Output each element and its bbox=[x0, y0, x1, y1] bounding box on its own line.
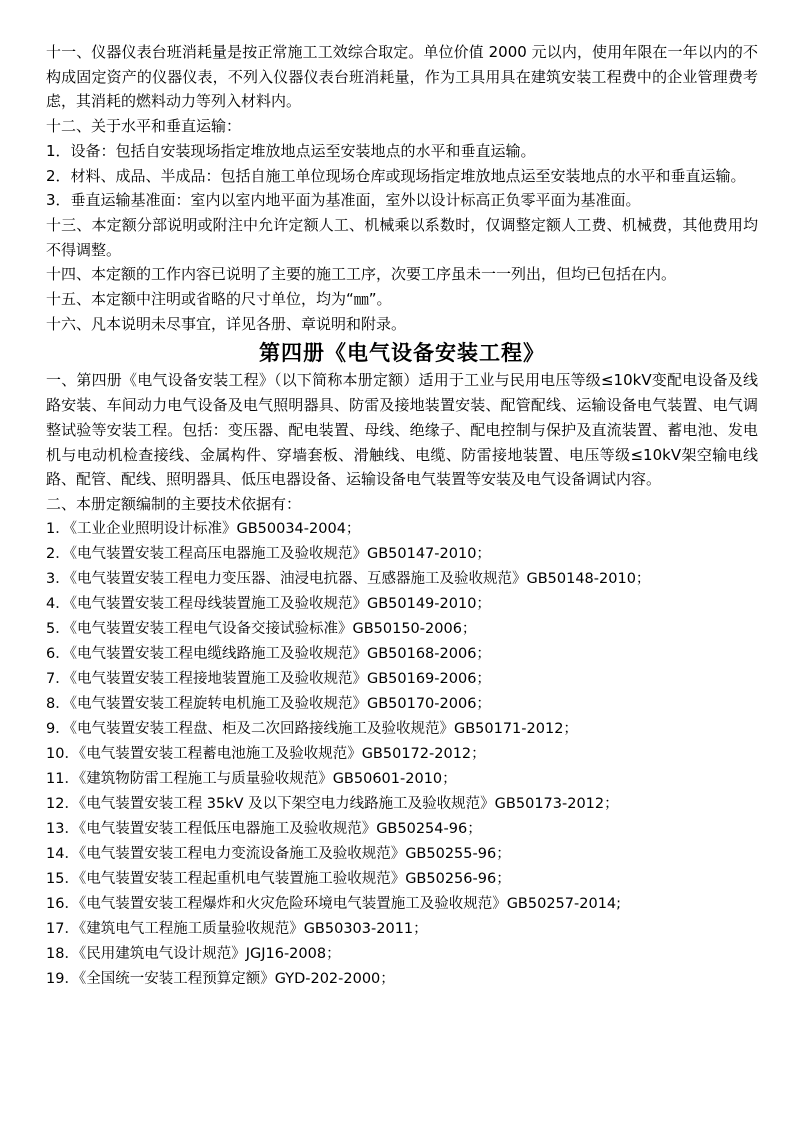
section-paragraph-1: 一、第四册《电气设备安装工程》（以下简称本册定额）适用于工业与民用电压等级≤10kV变配电设备及线路安装、车间动力电气设备及电气照明器具、防雷及接地装置安装、配管配线、运输设备电气装置、电气调整试验等安装工程。包括：变压器、配电装置、母线、绝缘子、配电控制与保护及直流装置、蓄电池、发电机与电动机检查接线、金属构件、穿墙套板、滑触线、电缆、防雷接地装置、电压等级≤10kV架空输电线路、配管、配线、照明器具、低压电器设备、运输设备电气装置等安装及电气设备调试内容。 bbox=[46, 371, 758, 489]
reference-item: 14．《电气装置安装工程电力变流设备施工及验收规范》GB50255-96； bbox=[46, 845, 511, 862]
reference-item: 3．《电气装置安装工程电力变压器、油浸电抗器、互感器施工及验收规范》GB50148-2010； bbox=[46, 570, 651, 587]
reference-item: 13．《电气装置安装工程低压电器施工及验收规范》GB50254-96； bbox=[46, 820, 482, 837]
reference-item: 6．《电气装置安装工程电缆线路施工及验收规范》GB50168-2006； bbox=[46, 645, 491, 662]
paragraph-12-item-2: 2．材料、成品、半成品：包括自施工单位现场仓库或现场指定堆放地点运至安装地点的水平和垂直运输。 bbox=[46, 166, 746, 185]
document-page bbox=[46, 40, 758, 992]
reference-item: 11．《建筑物防雷工程施工与质量验收规范》GB50601-2010； bbox=[46, 770, 457, 787]
paragraph-11: 十一、仪器仪表台班消耗量是按正常施工工效综合取定。单位价值 2000 元以内，使用年限在一年以内的不构成固定资产的仪器仪表，不列入仪器仪表台班消耗量，作为工具用具在建筑安装工程费中的企业管理费考虑，其消耗的燃料动力等列入材料内。 bbox=[46, 43, 758, 111]
reference-item: 2．《电气装置安装工程高压电器施工及验收规范》GB50147-2010； bbox=[46, 545, 491, 562]
reference-item: 4．《电气装置安装工程母线装置施工及验收规范》GB50149-2010； bbox=[46, 595, 491, 612]
paragraph-12-item-3: 3．垂直运输基准面：室内以室内地平面为基准面，室外以设计标高正负零平面为基准面。 bbox=[46, 191, 641, 210]
paragraph-15: 十五、本定额中注明或省略的尺寸单位，均为“㎜”。 bbox=[46, 290, 392, 309]
section-title: 第四册《电气设备安装工程》 bbox=[259, 340, 545, 366]
reference-item: 5．《电气装置安装工程电气设备交接试验标准》GB50150-2006； bbox=[46, 620, 477, 637]
reference-item: 17．《建筑电气工程施工质量验收规范》GB50303-2011； bbox=[46, 920, 428, 937]
reference-item: 16．《电气装置安装工程爆炸和火灾危险环境电气装置施工及验收规范》GB50257-2014; bbox=[46, 895, 622, 912]
reference-item: 10．《电气装置安装工程蓄电池施工及验收规范》GB50172-2012； bbox=[46, 745, 486, 762]
reference-list bbox=[46, 517, 758, 992]
paragraph-13: 十三、本定额分部说明或附注中允许定额人工、机械乘以系数时，仅调整定额人工费、机械费，其他费用均不得调整。 bbox=[46, 215, 758, 259]
paragraph-12-heading: 十二、关于水平和垂直运输： bbox=[46, 117, 242, 136]
reference-item: 1．《工业企业照明设计标准》GB50034-2004； bbox=[46, 520, 361, 537]
reference-item: 9．《电气装置安装工程盘、柜及二次回路接线施工及验收规范》GB50171-2012； bbox=[46, 720, 578, 737]
reference-item: 15．《电气装置安装工程起重机电气装置施工验收规范》GB50256-96； bbox=[46, 870, 511, 887]
reference-item: 8．《电气装置安装工程旋转电机施工及验收规范》GB50170-2006； bbox=[46, 695, 491, 712]
reference-item: 7．《电气装置安装工程接地装置施工及验收规范》GB50169-2006； bbox=[46, 670, 491, 687]
reference-item: 19．《全国统一安装工程预算定额》GYD-202-2000； bbox=[46, 970, 395, 987]
paragraph-16: 十六、凡本说明未尽事宜，详见各册、章说明和附录。 bbox=[46, 314, 407, 333]
paragraph-14: 十四、本定额的工作内容已说明了主要的施工工序，次要工序虽未一一列出，但均已包括在内。 bbox=[46, 265, 677, 284]
reference-item: 18．《民用建筑电气设计规范》JGJ16-2008； bbox=[46, 945, 341, 962]
paragraph-12-item-1: 1．设备：包括自安装现场指定堆放地点运至安装地点的水平和垂直运输。 bbox=[46, 141, 536, 160]
reference-item: 12．《电气装置安装工程 35kV 及以下架空电力线路施工及验收规范》GB50173-2012； bbox=[46, 795, 619, 812]
section-paragraph-2: 二、本册定额编制的主要技术依据有： bbox=[46, 494, 302, 513]
